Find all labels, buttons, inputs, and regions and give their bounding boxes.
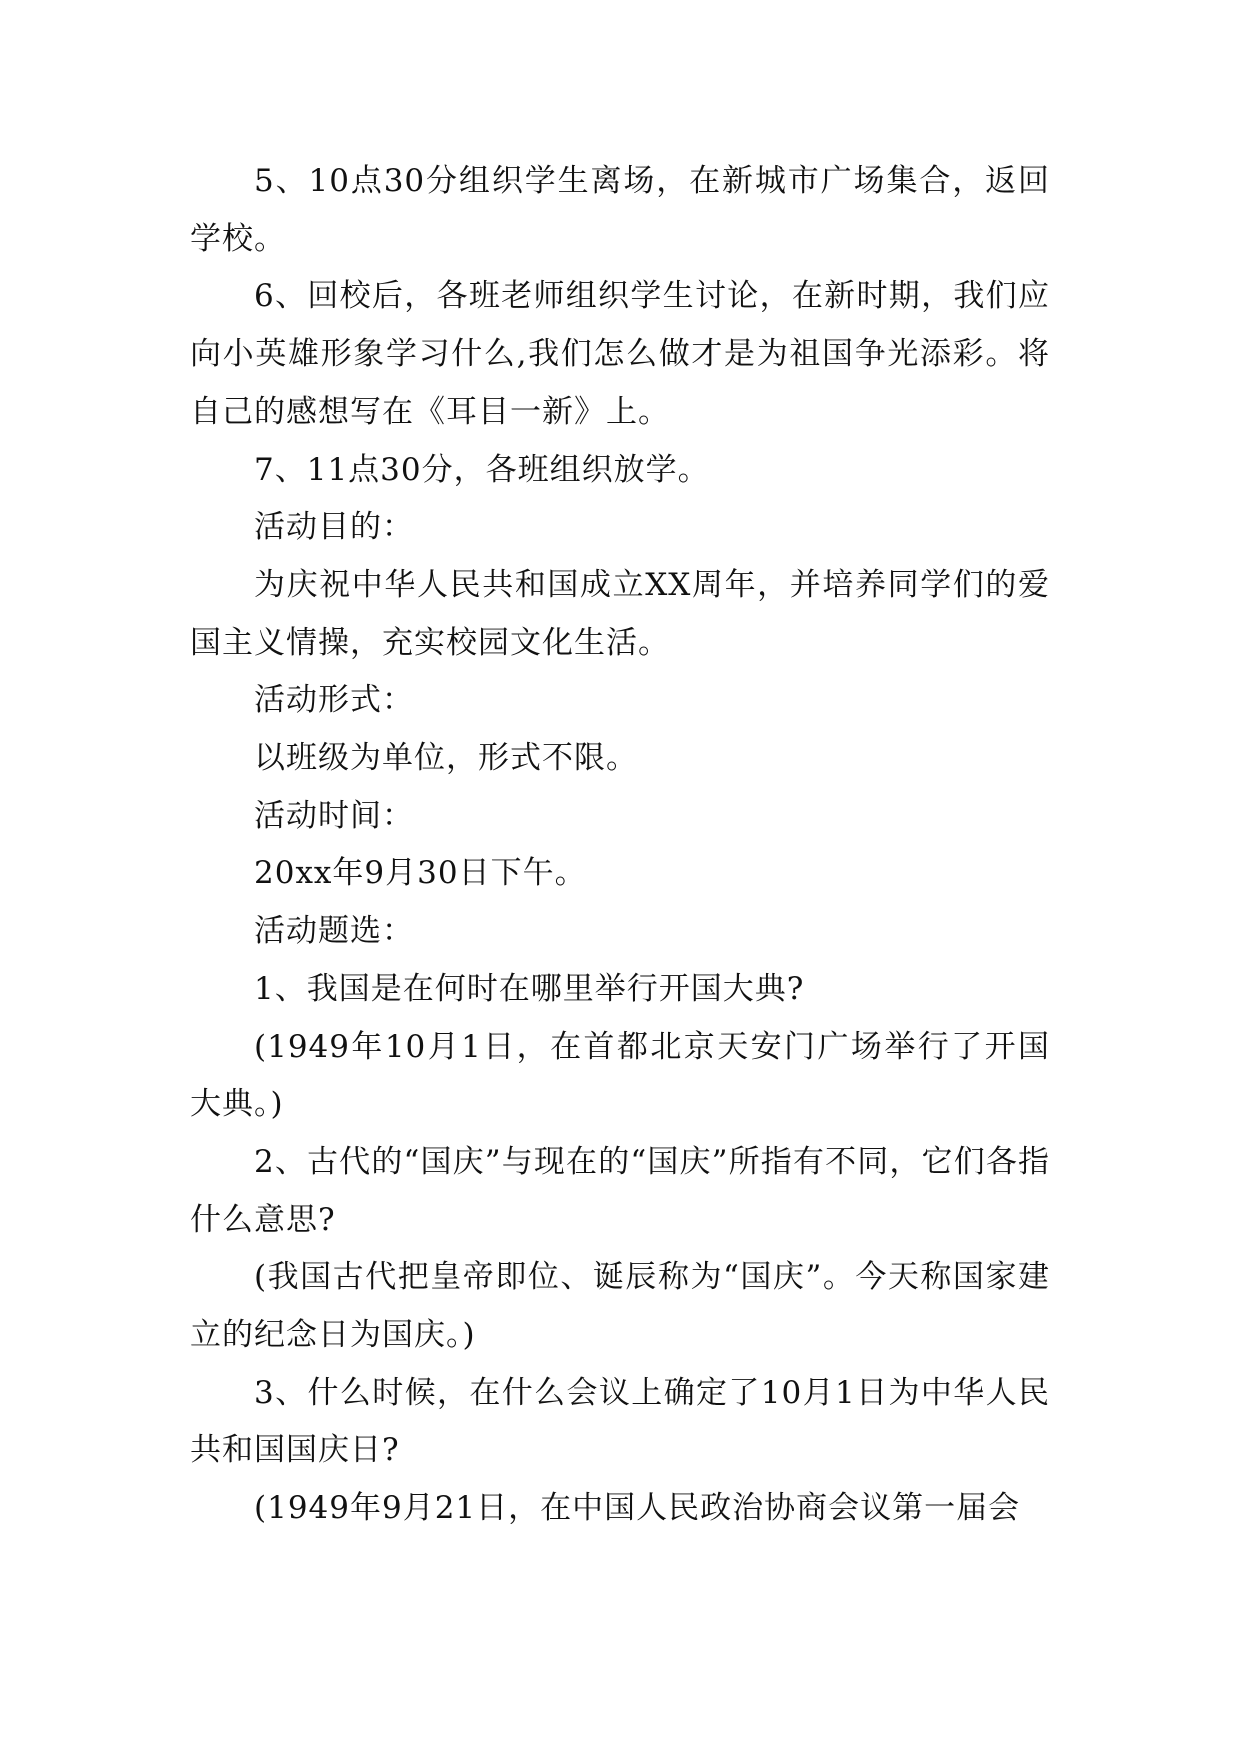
section-heading: 活动目的： [254, 509, 414, 546]
question: 1、我国是在何时在哪里举行开国大典? [254, 970, 805, 1007]
answer: (1949年10月1日，在首都北京天安门广场举行了开国大典。) [190, 1028, 1050, 1123]
paragraph: 为庆祝中华人民共和国成立XX周年，并培养同学们的爱国主义情操，充实校园文化生活。 [190, 566, 1050, 661]
paragraph: 20xx年9月30日下午。 [254, 855, 587, 892]
section-heading: 活动题选： [254, 913, 414, 950]
section-heading: 活动形式： [254, 682, 414, 719]
answer: (1949年9月21日，在中国人民政治协商会议第一届会 [254, 1490, 1021, 1527]
question: 3、什么时候，在什么会议上确定了10月1日为中华人民共和国国庆日? [190, 1374, 1050, 1469]
answer: (我国古代把皇帝即位、诞辰称为“国庆”。今天称国家建立的纪念日为国庆。) [190, 1259, 1050, 1354]
paragraph: 5、10点30分组织学生离场，在新城市广场集合，返回学校。 [190, 163, 1050, 257]
paragraph: 6、回校后，各班老师组织学生讨论，在新时期，我们应向小英雄形象学习什么,我们怎么做才是为祖国争光添彩。将自己的感想写在《耳目一新》上。 [190, 278, 1050, 430]
paragraph: 以班级为单位，形式不限。 [254, 740, 638, 777]
paragraph: 7、11点30分，各班组织放学。 [254, 451, 710, 488]
section-heading: 活动时间： [254, 797, 414, 834]
question: 2、古代的“国庆”与现在的“国庆”所指有不同，它们各指什么意思? [190, 1143, 1050, 1238]
document-body [190, 153, 1050, 1538]
